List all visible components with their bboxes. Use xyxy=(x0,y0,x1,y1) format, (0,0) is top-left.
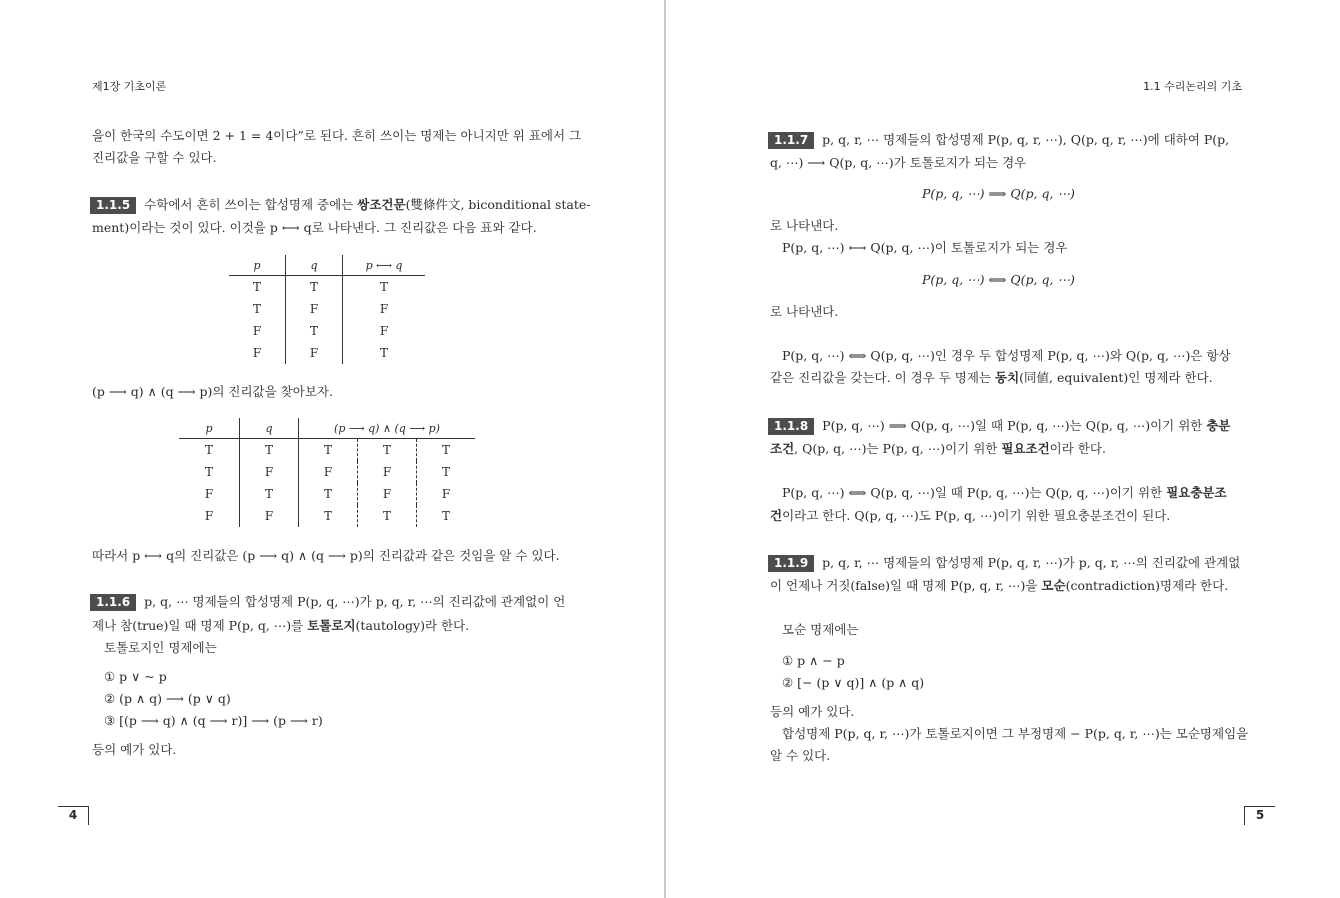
section-1-1-5-line2: ment)이라는 것이 있다. 이것을 p ⟷ q로 나타낸다. 그 진리값은 다음 표와 같다. xyxy=(92,220,537,235)
right-page xyxy=(668,0,1340,898)
section-number-badge: 1.1.8 xyxy=(768,418,814,435)
list-item: ① p ∧ − p xyxy=(782,653,845,668)
paragraph-line: 로 나타낸다. xyxy=(770,218,839,233)
section-number-badge: 1.1.5 xyxy=(90,197,136,214)
term-biconditional: 쌍조건문 xyxy=(357,197,406,212)
page-number: 5 xyxy=(1244,806,1275,825)
section-1-1-5-line1: 1.1.5 수학에서 흔히 쓰이는 합성명제 중에는 쌍조건문(雙條件文, biconditional state- xyxy=(90,196,591,214)
table-row: T T T xyxy=(229,276,425,299)
table-row: F F T T T xyxy=(179,505,475,527)
formula-equivalence: P(p, q, ⋯) ⟺ Q(p, q, ⋯) xyxy=(922,272,1075,287)
list-item: ② (p ∧ q) ⟶ (p ∨ q) xyxy=(104,691,231,706)
table-header: p xyxy=(229,255,286,276)
paragraph-line: 같은 진리값을 갖는다. 이 경우 두 명제는 동치(同値, equivalent)인 명제라 한다. xyxy=(770,370,1213,385)
table-row: T F F F T xyxy=(179,461,475,483)
paragraph-line: P(p, q, ⋯) ⟺ Q(p, q, ⋯)일 때 P(p, q, ⋯)는 Q(p, q, ⋯)이기 위한 필요충분조 xyxy=(782,485,1227,500)
table-header: p xyxy=(179,418,240,439)
table-header: (p ⟶ q) ∧ (q ⟶ p) xyxy=(299,418,476,439)
table-row: T F F xyxy=(229,298,425,320)
paragraph-line: 건이라고 한다. Q(p, q, ⋯)도 P(p, q, ⋯)이기 위한 필요충분조건이 된다. xyxy=(770,508,1171,523)
section-1-1-9-line1: 1.1.9 p, q, r, ⋯ 명제들의 합성명제 P(p, q, r, ⋯)가 p, q, r, ⋯의 진리값에 관계없 xyxy=(768,554,1240,572)
list-item: ③ [(p ⟶ q) ∧ (q ⟶ r)] ⟶ (p ⟶ r) xyxy=(104,713,323,728)
term-tautology: 토톨로지 xyxy=(307,618,356,633)
section-number-badge: 1.1.7 xyxy=(768,132,814,149)
formula-implication: P(p, q, ⋯) ⟹ Q(p, q, ⋯) xyxy=(922,186,1075,201)
term-contradiction: 모순 xyxy=(1041,578,1066,593)
table-row: F F T xyxy=(229,342,425,364)
chapter-header: 제1장 기초이론 xyxy=(92,80,167,93)
list-item: ① p ∨ ~ p xyxy=(104,669,167,684)
book-spine xyxy=(664,0,666,898)
term-sufficient: 충분 xyxy=(1206,418,1231,433)
list-item: ② [− (p ∨ q)] ∧ (p ∧ q) xyxy=(782,675,925,690)
term-equivalence: 동치 xyxy=(995,370,1020,385)
section-1-1-7-line1: 1.1.7 p, q, r, ⋯ 명제들의 합성명제 P(p, q, r, ⋯), Q(p, q, r, ⋯)에 대하여 P(p, xyxy=(768,131,1229,149)
paragraph-line: 합성명제 P(p, q, r, ⋯)가 토톨로지이면 그 부정명제 − P(p, q, r, ⋯)는 모순명제임을 xyxy=(782,726,1249,741)
section-1-1-6-line1: 1.1.6 p, q, ⋯ 명제들의 합성명제 P(p, q, ⋯)가 p, q, r, ⋯의 진리값에 관계없이 언 xyxy=(90,593,565,611)
left-page xyxy=(0,0,664,898)
paragraph-line: 을이 한국의 수도이면 2 + 1 = 4이다”로 된다. 흔히 쓰이는 명제는 아니지만 위 표에서 그 xyxy=(92,128,582,143)
table-row: F T F xyxy=(229,320,425,342)
biconditional-truth-table xyxy=(229,255,425,364)
compound-truth-table xyxy=(179,418,475,527)
table-row: T T T T T xyxy=(179,439,475,462)
paragraph-line: 등의 예가 있다. xyxy=(92,742,177,757)
page-number: 4 xyxy=(58,806,89,825)
section-1-1-6-line2: 제나 참(true)일 때 명제 P(p, q, ⋯)를 토톨로지(tautology)라 한다. xyxy=(92,618,470,633)
paragraph-line: 모순 명제에는 xyxy=(782,622,859,637)
section-number-badge: 1.1.6 xyxy=(90,594,136,611)
paragraph-line: P(p, q, ⋯) ⟺ Q(p, q, ⋯)인 경우 두 합성명제 P(p, q, ⋯)와 Q(p, q, ⋯)은 항상 xyxy=(782,348,1231,363)
term-necessary: 필요조건 xyxy=(1001,441,1050,456)
term-necessary-sufficient: 필요충분조 xyxy=(1166,485,1227,500)
paragraph-line: 토톨로지인 명제에는 xyxy=(104,640,217,655)
paragraph-line: 조건, Q(p, q, ⋯)는 P(p, q, ⋯)이기 위한 필요조건이라 한다. xyxy=(770,441,1106,456)
paragraph-line: 따라서 p ⟷ q의 진리값은 (p ⟶ q) ∧ (q ⟶ p)의 진리값과 같은 것임을 알 수 있다. xyxy=(92,548,560,563)
table-row: F T T F F xyxy=(179,483,475,505)
table-header: q xyxy=(286,255,343,276)
section-header: 1.1 수리논리의 기초 xyxy=(1143,80,1242,93)
table-header: q xyxy=(240,418,299,439)
paragraph-line: 알 수 있다. xyxy=(770,748,831,763)
table-header: p ⟷ q xyxy=(343,255,426,276)
section-number-badge: 1.1.9 xyxy=(768,555,814,572)
paragraph-line: (p ⟶ q) ∧ (q ⟶ p)의 진리값을 찾아보자. xyxy=(92,384,333,399)
paragraph-line: 등의 예가 있다. xyxy=(770,704,855,719)
paragraph-line: P(p, q, ⋯) ⟷ Q(p, q, ⋯)이 토톨로지가 되는 경우 xyxy=(782,240,1068,255)
paragraph-line: 진리값을 구할 수 있다. xyxy=(92,150,217,165)
paragraph-line: 이 언제나 거짓(false)일 때 명제 P(p, q, r, ⋯)을 모순(contradiction)명제라 한다. xyxy=(770,578,1229,593)
section-1-1-8-line1: 1.1.8 P(p, q, ⋯) ⟹ Q(p, q, ⋯)일 때 P(p, q, ⋯)는 Q(p, q, ⋯)이기 위한 충분 xyxy=(768,417,1231,435)
paragraph-line: q, ⋯) ⟶ Q(p, q, ⋯)가 토톨로지가 되는 경우 xyxy=(770,155,1027,170)
paragraph-line: 로 나타낸다. xyxy=(770,304,839,319)
